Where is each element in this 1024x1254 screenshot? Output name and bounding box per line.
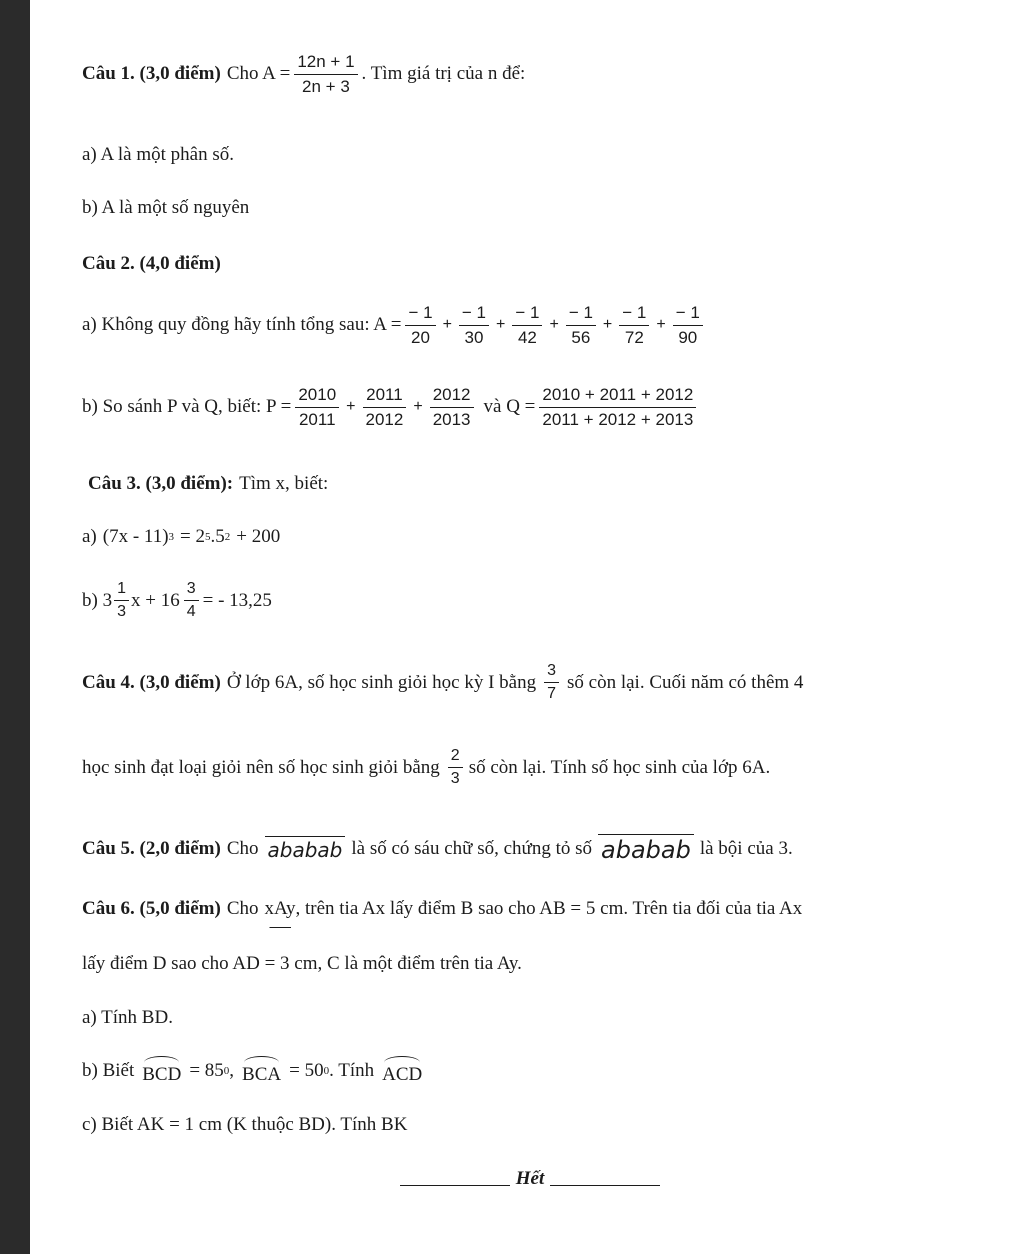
q6-b-mid: . Tính [329, 1060, 375, 1081]
q3-a-exp2: 5 [205, 531, 211, 543]
q2-a-frac-2 [459, 303, 489, 347]
q3-a-exp3: 2 [224, 531, 231, 543]
q6-ang2-val: = 50 [289, 1060, 324, 1081]
q5-text3: là bội của 3. [699, 837, 793, 859]
q2-a-frac-1 [405, 303, 435, 347]
q4-line-1 [82, 662, 803, 704]
q6-b-line: b) Biết BCD = 85 0 , BCA = 50 0 . Tính ACD [82, 1056, 424, 1086]
q3-b-line [82, 580, 272, 622]
q6-line-2: lấy điểm D sao cho AD = 3 cm, C là một điểm trên tia Ay. [82, 953, 522, 974]
frac-den: 90 [678, 327, 698, 347]
q6-angle-bcd: BCD [142, 1056, 181, 1086]
q3-a-eq: = 2 [180, 526, 206, 547]
q3-b-frac-1 [114, 580, 129, 622]
q2-a-frac-6 [673, 303, 703, 347]
footer-end-text: Hết [515, 1168, 545, 1189]
frac-num: − 1 [512, 303, 542, 326]
q4-text2: số còn lại. Cuối năm có thêm 4 [567, 671, 804, 693]
frac-den: 56 [571, 327, 591, 347]
frac-num: 3 [544, 662, 559, 683]
frac-num: 2012 [430, 385, 474, 408]
q1-a: a) A là một phân số. [82, 144, 234, 165]
frac-den: 30 [464, 327, 484, 347]
frac-den: 3 [450, 770, 460, 788]
q6-angle-bca: BCA [242, 1056, 281, 1086]
footer-rule-right [550, 1185, 660, 1186]
q5-text1: Cho [226, 837, 259, 859]
q4-text1: Ở lớp 6A, số học sinh giỏi học kỳ I bằng [226, 671, 537, 693]
frac-den: 3 [117, 603, 126, 621]
frac-num: − 1 [405, 303, 435, 326]
q2-b-frac-1 [295, 385, 339, 429]
frac-num: − 1 [619, 303, 649, 326]
frac-num: − 1 [566, 303, 596, 326]
q3-text: Tìm x, biết: [239, 473, 329, 494]
q1-frac-den: 2n + 3 [302, 76, 350, 96]
frac-num: − 1 [459, 303, 489, 326]
q6-text2: , trên tia Ax lấy điểm B sao cho AB = 5 cm. Trên tia đối của tia Ax [295, 898, 803, 919]
frac-den: 72 [624, 327, 644, 347]
q2-b-line: b) So sánh P và Q, biết: P = $\frac{2010}{2011}$ + $\frac{2011}{2012}$ + $\frac{2012}{2013}$ và Q = $\frac{2010 + 2011 + 2012}{2011 + 2012 + 2013}$ [82, 385, 700, 429]
q5-number-1: ababab [265, 836, 346, 861]
q1-fraction [294, 52, 357, 96]
q4-frac-2 [448, 747, 463, 789]
q2-b-frac-3 [430, 385, 474, 429]
left-dark-edge [0, 0, 30, 1254]
q6-a: a) Tính BD. [82, 1007, 173, 1028]
q3-b-frac-2 [184, 580, 199, 622]
frac-den: 20 [411, 327, 430, 347]
q5-number-2: ababab [598, 834, 694, 863]
q2-b-frac-2 [363, 385, 407, 429]
frac-den: 4 [186, 603, 196, 621]
frac-num: 2 [448, 747, 463, 768]
q1-b: b) A là một số nguyên [82, 197, 250, 218]
q5-text2: là số có sáu chữ số, chứng tỏ số [351, 837, 593, 859]
q5-label: Câu 5. (2,0 điểm) [82, 837, 221, 859]
q2-a-text: a) Không quy đồng hãy tính tổng sau: A = [82, 314, 402, 336]
q2-q-frac [539, 385, 696, 429]
q6-label: Câu 6. (5,0 điểm) [82, 898, 221, 919]
q1-line [82, 52, 525, 96]
footer-rule-left [400, 1185, 510, 1186]
q3-a-end: + 200 [236, 526, 281, 547]
q3-label: Câu 3. (3,0 điểm): [88, 473, 234, 494]
q1-frac-num: 12n + 1 [294, 52, 357, 75]
q3-a-mid: .5 [210, 526, 225, 547]
frac-num: 1 [114, 580, 129, 601]
q3-b-prefix: b) 3 [82, 589, 113, 611]
q2-a-frac-4 [566, 303, 596, 347]
q4-label: Câu 4. (3,0 điểm) [82, 671, 221, 693]
q3-line [88, 473, 328, 495]
q2-q-num: 2010 + 2011 + 2012 [539, 385, 696, 408]
q2-b-and: và Q = [483, 396, 536, 418]
q2-a-frac-5 [619, 303, 649, 347]
q6-b-prefix: b) Biết [82, 1060, 135, 1081]
q2-a-frac-3 [512, 303, 542, 347]
q6-ang2-exp: 0 [323, 1065, 330, 1077]
q6-text1: Cho [226, 898, 259, 919]
q4-frac-1 [544, 662, 559, 704]
q6-ang1-val: = 85 [189, 1060, 224, 1081]
q2-b-text: b) So sánh P và Q, biết: P = [82, 396, 292, 418]
q4-text3: học sinh đạt loại giỏi nên số học sinh giỏi bằng [82, 756, 440, 778]
q2-a-line: a) Không quy đồng hãy tính tổng sau: A = $\frac{- 1}{20}$ + $\frac{- 1}{30}$ + $\frac{- 1}{42}$ + $\frac{- 1}{56}$ + $\frac{- 1}{72}$ + $\frac{- 1}{90}$ [82, 303, 707, 347]
frac-num: 2010 [295, 385, 339, 408]
frac-den: 2013 [432, 409, 471, 429]
frac-den: 2012 [365, 409, 404, 429]
q6-c: c) Biết AK = 1 cm (K thuộc BD). Tính BK [82, 1114, 408, 1135]
q3-a-base: (7x - 11) [102, 526, 169, 547]
q4-line-2 [82, 747, 770, 789]
frac-den: 2011 [298, 409, 336, 429]
frac-num: − 1 [673, 303, 703, 326]
frac-num: 3 [184, 580, 199, 601]
q1-label: Câu 1. (3,0 điểm) [82, 63, 221, 85]
frac-den: 42 [517, 327, 537, 347]
q6-angle-acd: ACD [382, 1056, 422, 1086]
q2-label: Câu 2. (4,0 điểm) [82, 253, 221, 274]
q6-angle-xay: xAy [264, 898, 296, 919]
q3-a-exp: 3 [168, 531, 175, 543]
q6-ang1-exp: 0 [223, 1065, 230, 1077]
q3-a-line [82, 526, 280, 548]
q6-line-1 [82, 898, 802, 920]
footer [400, 1168, 660, 1190]
q3-b-mid: x + 16 [130, 589, 180, 611]
q3-b-end: = - 13,25 [202, 589, 272, 611]
q1-text-after: . Tìm giá trị của n để: [361, 63, 526, 85]
q3-a-prefix: a) [82, 526, 97, 547]
q2-q-den: 2011 + 2012 + 2013 [542, 409, 694, 429]
q4-text4: số còn lại. Tính số học sinh của lớp 6A. [468, 756, 771, 778]
q5-line [82, 834, 793, 863]
frac-num: 2011 [363, 385, 406, 408]
frac-den: 7 [547, 685, 556, 703]
q1-text-cho: Cho A = [226, 63, 291, 85]
